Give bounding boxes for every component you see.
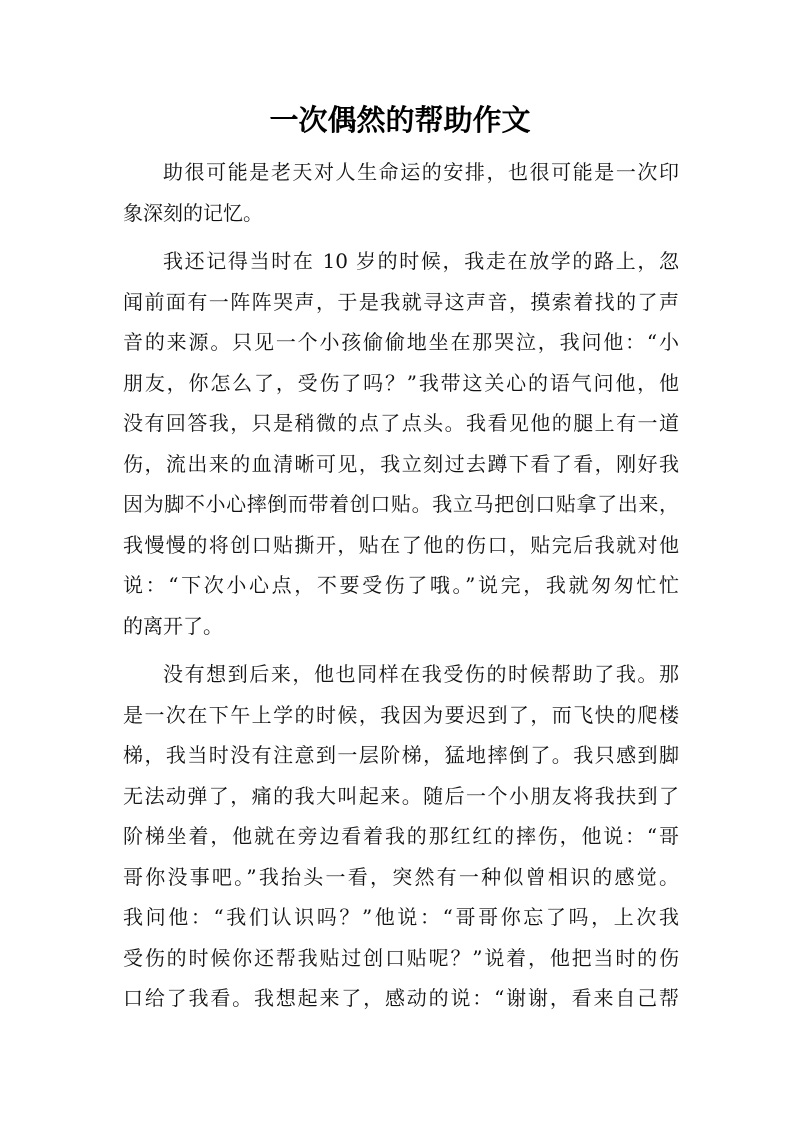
paragraph-line: 无法动弹了，痛的我大叫起来。随后一个小朋友将我扶到了 [123,783,679,808]
paragraph-line: 说：“下次小心点，不要受伤了哦。”说完，我就匆匆忙忙 [123,573,679,597]
paragraph-line: 的离开了。 [123,613,223,638]
paragraph-line: 我慢慢的将创口贴撕开，贴在了他的伤口，贴完后我就对他 [123,532,679,557]
paragraph-2 [123,241,679,646]
document-body [123,152,679,1027]
paragraph-line: 象深刻的记忆。 [123,200,263,225]
paragraph-line: 是一次在下午上学的时候，我因为要迟到了，而飞快的爬楼 [123,702,679,727]
paragraph-line: 哥你没事吧。”我抬头一看，突然有一种似曾相识的感觉。 [123,864,679,889]
paragraph-line: 音的来源。只见一个小孩偷偷地坐在那哭泣，我问他：“小 [123,330,679,354]
paragraph-3 [123,654,679,1019]
paragraph-line: 因为脚不小心摔倒而带着创口贴。我立马把创口贴拿了出来， [123,492,679,516]
paragraph-line: 朋友，你怎么了，受伤了吗？”我带这关心的语气问他，他 [123,370,679,395]
paragraph-line: 阶梯坐着，他就在旁边看着我的那红红的摔伤，他说：“哥 [123,824,679,848]
paragraph-1 [123,152,679,233]
paragraph-line: 受伤的时候你还帮我贴过创口贴呢？”说着，他把当时的伤 [123,945,679,970]
paragraph-line: 助很可能是老天对人生命运的安排，也很可能是一次印 [163,160,679,184]
paragraph-line: 梯，我当时没有注意到一层阶梯，猛地摔倒了。我只感到脚 [123,743,679,767]
paragraph-line: 口给了我看。我想起来了，感动的说：“谢谢，看来自己帮 [123,986,679,1010]
document-title: 一次偶然的帮助作文 [269,103,531,137]
paragraph-line: 我问他：“我们认识吗？”他说：“哥哥你忘了吗，上次我 [123,905,679,929]
paragraph-line: 我还记得当时在 10 岁的时候，我走在放学的路上，忽 [163,249,679,273]
paragraph-line: 伤，流出来的血清晰可见，我立刻过去蹲下看了看，刚好我 [123,451,679,476]
paragraph-line: 没有想到后来，他也同样在我受伤的时候帮助了我。那 [163,662,679,686]
paragraph-line: 闻前面有一阵阵哭声，于是我就寻这声音，摸索着找的了声 [123,289,679,314]
paragraph-line: 没有回答我，只是稍微的点了点头。我看见他的腿上有一道 [123,411,679,435]
